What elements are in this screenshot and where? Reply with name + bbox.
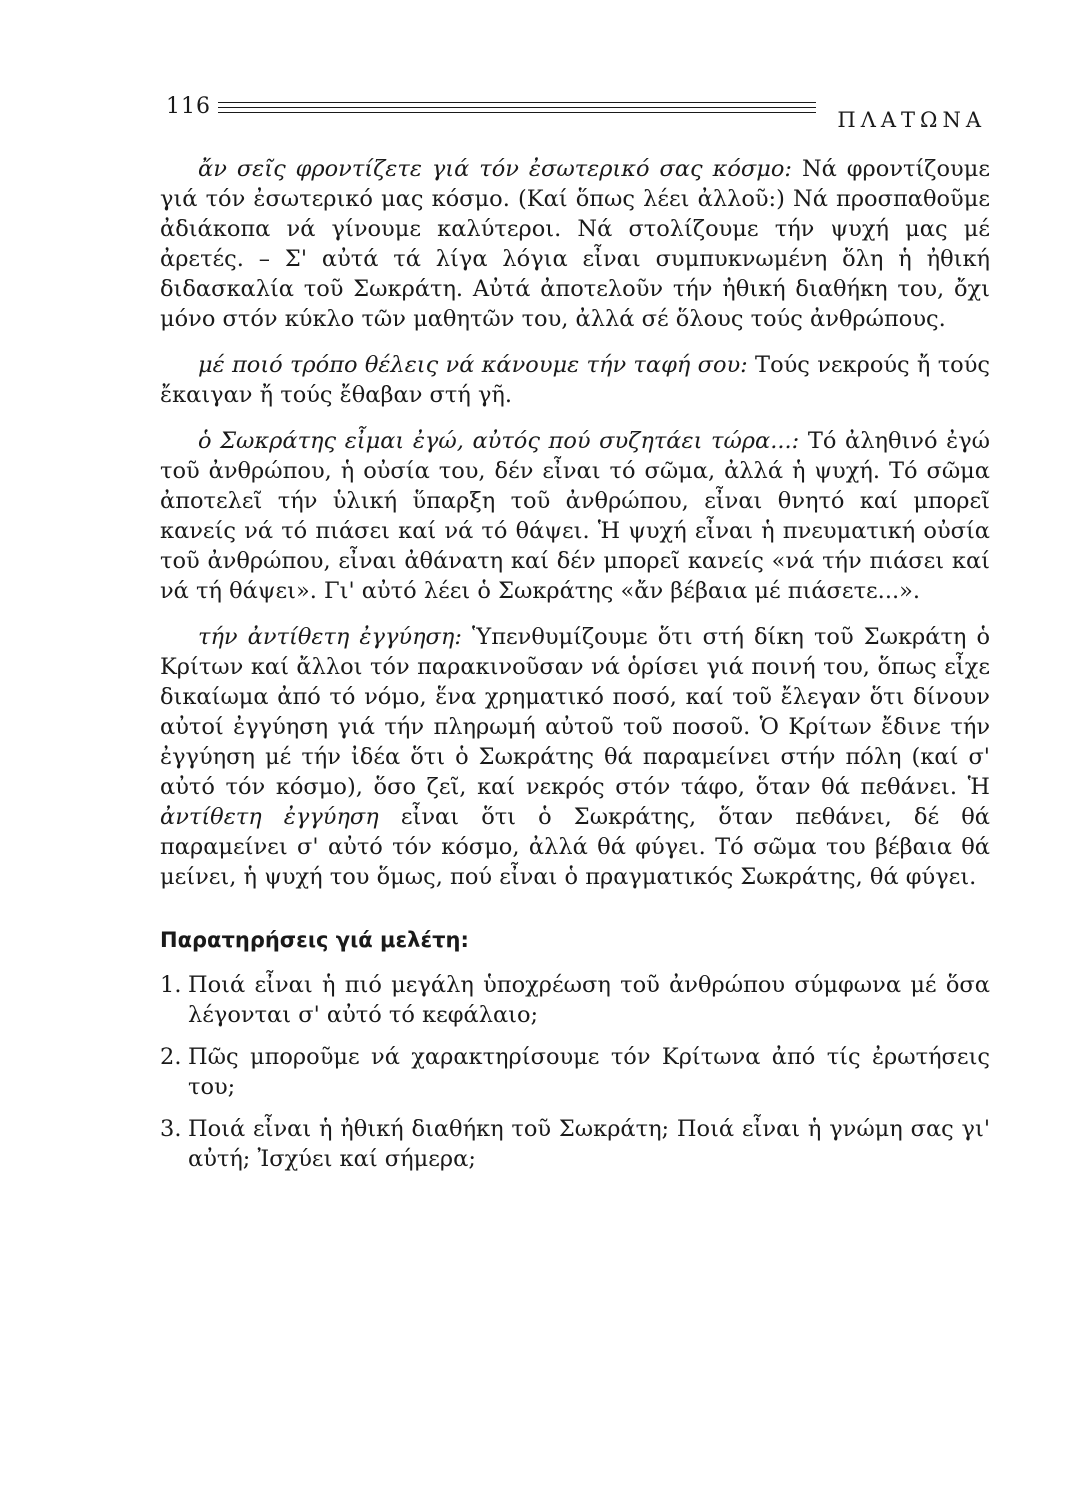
note-lemma: μέ ποιό τρόπο θέλεις νά κάνουμε τήν ταφή σου: [198,352,748,378]
note-lemma: ἄν σεῖς φροντίζετε γιά τόν ἐσωτερικό σας κόσμο: [198,156,793,182]
study-question [160,1114,990,1174]
question-number: 2. [160,1044,182,1070]
note-lemma: ὁ Σωκράτης εἶμαι ἐγώ, αὐτός πού συζητάει τώρα...: [198,428,800,454]
commentary-note [160,350,990,410]
header-rule [218,107,816,108]
study-section-title: Παρατηρήσεις γιά μελέτη: [160,928,469,952]
header-rule [218,102,816,103]
study-question [160,1042,990,1102]
question-text: Ποιά εἶναι ἡ ἠθική διαθήκη τοῦ Σωκράτη; Ποιά εἶναι ἡ γνώμη σας γι' αὐτή; Ἰσχύει καί σήμερα; [188,1116,990,1172]
page-body [160,154,990,1186]
study-question [160,970,990,1030]
note-emphasis: ἀντίθετη ἐγγύηση [160,804,379,830]
running-head: ΠΛΑΤΩΝΑ [837,108,986,132]
page-number: 116 [166,94,211,119]
commentary-note [160,154,990,334]
note-text: Τό ἀληθινό ἐγώ τοῦ ἀνθρώπου, ἡ οὐσία του, δέν εἶναι τό σῶμα, ἀλλά ἡ ψυχή. Τό σῶμα ἀποτελεῖ τήν ὑλική ὕπαρξη τοῦ ἀνθρώπου, εἶναι θνητό καί μπορεῖ κανείς νά τό πιάσει καί νά τό θάψει. Ἡ ψυχή εἶναι ἡ πνευματική οὐσία τοῦ ἀνθρώπου, εἶναι ἀθάνατη καί δέν μπορεῖ κανείς «νά τήν πιάσει καί νά τή θάψει». Γι' αὐτό λέει ὁ Σωκράτης «ἄν βέβαια μέ πιάσετε...». [160,428,991,604]
note-text: εἶναι ὅτι ὁ Σωκράτης, ὅταν πεθάνει, δέ θά παραμείνει σ' αὐτό τόν κόσμο, ἀλλά θά φύγει. Τό σῶμα του βέβαια θά μείνει, ἡ ψυχή του ὅμως, πού εἶναι ὁ πραγματικός Σωκράτης, θά φύγει. [160,804,990,890]
header-rule [218,112,816,113]
question-text: Πῶς μποροῦμε νά χαρακτηρίσουμε τόν Κρίτωνα ἀπό τίς ἐρωτήσεις του; [188,1044,990,1100]
question-number: 3. [160,1116,182,1142]
question-number: 1. [160,972,182,998]
note-lemma: τήν ἀντίθετη ἐγγύηση: [198,624,462,650]
page-header [166,94,986,134]
study-questions-list [160,970,990,1174]
commentary-note [160,426,990,606]
commentary-note [160,622,990,892]
question-text: Ποιά εἶναι ἡ πιό μεγάλη ὑποχρέωση τοῦ ἀνθρώπου σύμφωνα μέ ὅσα λέγονται σ' αὐτό τό κεφάλαιο; [188,972,990,1028]
note-text: Νά φροντίζουμε γιά τόν ἐσωτερικό μας κόσμο. (Καί ὅπως λέει ἀλλοῦ:) Νά προσπαθοῦμε ἀδιάκοπα νά γίνουμε καλύτεροι. Νά στολίζουμε τήν ψυχή μας μέ ἀρετές. – Σ' αὐτά τά λίγα λόγια εἶναι συμπυκνωμένη ὅλη ἡ ἠθική διδασκαλία τοῦ Σωκράτη. Αὐτά ἀποτελοῦν τήν ἠθική διαθήκη του, ὄχι μόνο στόν κύκλο τῶν μαθητῶν του, ἀλλά σέ ὅλους τούς ἀνθρώπους. [160,156,990,332]
note-text: Ὑπενθυμίζουμε ὅτι στή δίκη τοῦ Σωκράτη ὁ Κρίτων καί ἄλλοι τόν παρακινοῦσαν νά ὁρίσει γιά ποινή του, ὅπως εἶχε δικαίωμα ἀπό τό νόμο, ἕνα χρηματικό ποσό, καί τοῦ ἔλεγαν ὅτι δίνουν αὐτοί ἐγγύηση γιά τήν πληρωμή αὐτοῦ τοῦ ποσοῦ. Ὁ Κρίτων ἔδινε τήν ἐγγύηση μέ τήν ἰδέα ὅτι ὁ Σωκράτης θά παραμείνει στήν πόλη (καί σ' αὐτό τόν κόσμο), ὅσο ζεῖ, καί νεκρός στόν τάφο, ὅταν θά πεθάνει. Ἡ [160,624,990,800]
note-text: Τούς νεκρούς ἤ τούς ἔκαιγαν ἤ τούς ἔθαβαν στή γῆ. [160,352,990,408]
